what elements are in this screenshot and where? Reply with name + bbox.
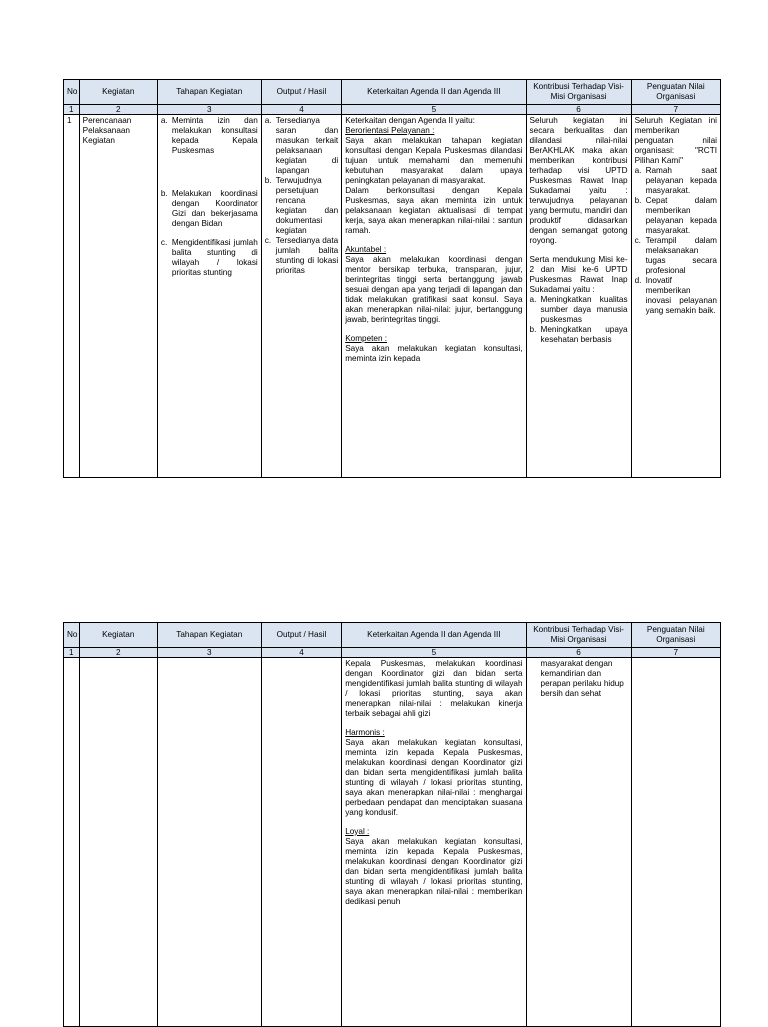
header-no: No: [64, 623, 80, 648]
harmonis-title: Harmonis :: [345, 728, 385, 737]
list-item: a. Ramah saat pelayanan kepada masyarakat.: [634, 166, 717, 195]
loyal-text: Saya akan melakukan kegiatan konsultasi, meminta izin kepada Kepala Puskesmas, melakukan koordinasi dengan Koordinator gizi dan bidan serta mengidentifikasi jumlah balita stunting di wilayah / lokasi prioritas stunting, saya akan menerapkan nilai-nilai : memberikan dedikasi penuh: [345, 837, 523, 906]
cell-no: 1: [64, 115, 80, 478]
cell-kegiatan: Perencanaan Pelaksanaan Kegiatan: [79, 115, 157, 478]
col-number-6: 6: [526, 648, 631, 658]
list-item: c. Mengidentifikasi jumlah balita stunting di wilayah / lokasi prioritas stunting: [160, 238, 258, 277]
loyal-title: Loyal :: [345, 827, 370, 836]
keterkaitan-continued: Kepala Puskesmas, melakukan koordinasi dengan Koordinator gizi dan bidan serta mengidentifikasi jumlah balita stunting di wilayah / lokasi prioritas stunting, saya akan menerapkan nilai-nilai : melakukan kinerja terbaik sebagai ahli gizi: [345, 659, 523, 718]
list-item: b. Cepat dalam memberikan pelayanan kepada masyarakat.: [634, 196, 717, 235]
berorientasi-text-1: Saya akan melakukan tahapan kegiatan konsultasi dengan Kepala Puskesmas dilandasi tujuan untuk memahami dan memenuhi kebutuhan masyarakat dalam upaya peningkatan pelayanan di masyarakat.: [345, 136, 523, 185]
header-output: Output / Hasil: [261, 80, 341, 105]
kontribusi-continued: masyarakat dengan kemandirian dan perapan perilaku hidup bersih dan sehat: [540, 659, 624, 698]
header-kegiatan: Kegiatan: [79, 80, 157, 105]
list-item: a. Tersedianya saran dan masukan terkait pelaksanaan kegiatan di lapangan: [264, 116, 339, 175]
col-number-3: 3: [157, 648, 261, 658]
cell-kontribusi: [526, 115, 631, 478]
col-number-5: 5: [342, 105, 526, 115]
cell-no: [64, 658, 80, 1027]
list-item: a. Meminta izin dan melakukan konsultasi kepada Kepala Puskesmas: [160, 116, 258, 155]
berorientasi-title: Berorientasi Pelayanan :: [345, 126, 435, 135]
col-number-2: 2: [79, 648, 157, 658]
col-number-6: 6: [526, 105, 631, 115]
header-kegiatan: Kegiatan: [79, 623, 157, 648]
kompeten-title: Kompeten :: [345, 334, 388, 343]
header-keterkaitan: Keterkaitan Agenda II dan Agenda III: [342, 80, 526, 105]
cell-output: [261, 115, 341, 478]
activity-table-page-2: [63, 622, 721, 1027]
col-number-3: 3: [157, 105, 261, 115]
header-penguatan: Penguatan Nilai Organisasi: [631, 623, 720, 648]
header-keterkaitan: Keterkaitan Agenda II dan Agenda III: [342, 623, 526, 648]
akuntabel-text: Saya akan melakukan koordinasi dengan mentor bersikap terbuka, transparan, jujur, berintegritas tinggi serta bertanggung jawab sesuai dengan apa yang terjadi di lapangan dan tidak melakukan gratifikasi saat konsul. Saya akan menerapkan nilai-nilai: jujur, bertanggung jawab, berintegritas tinggi.: [345, 255, 523, 324]
col-number-4: 4: [261, 648, 341, 658]
keterkaitan-intro: Keterkaitan dengan Agenda II yaitu:: [345, 116, 475, 125]
header-tahapan: Tahapan Kegiatan: [157, 80, 261, 105]
cell-keterkaitan: [342, 115, 526, 478]
kontribusi-text-2: Serta mendukung Misi ke-2 dan Misi ke-6 UPTD Puskesmas Rawat Inap Sukadamai yaitu :: [529, 255, 628, 294]
cell-tahapan: [157, 115, 261, 478]
list-item: b. Meningkatkan upaya kesehatan berbasis: [529, 325, 628, 344]
table-row: [64, 658, 721, 1027]
list-item: c. Tersedianya data jumlah balita stunting di lokasi prioritas: [264, 236, 339, 275]
activity-table-page-1: [63, 79, 721, 478]
header-penguatan: Penguatan Nilai Organisasi: [631, 80, 720, 105]
header-no: No: [64, 80, 80, 105]
kompeten-text: Saya akan melakukan kegiatan konsultasi, meminta izin kepada: [345, 344, 523, 363]
cell-kegiatan: [79, 658, 157, 1027]
header-kontribusi: Kontribusi Terhadap Visi-Misi Organisasi: [526, 80, 631, 105]
list-item: a. Meningkatkan kualitas sumber daya manusia puskesmas: [529, 295, 628, 324]
col-number-1: 1: [64, 648, 80, 658]
cell-penguatan: [631, 115, 720, 478]
col-number-1: 1: [64, 105, 80, 115]
table-row: [64, 115, 721, 478]
col-number-7: 7: [631, 105, 720, 115]
col-number-4: 4: [261, 105, 341, 115]
list-item: b. Melakukan koordinasi dengan Koordinator Gizi dan bekerjasama dengan Bidan: [160, 189, 258, 228]
header-kontribusi: Kontribusi Terhadap Visi-Misi Organisasi: [526, 623, 631, 648]
cell-kontribusi: [526, 658, 631, 1027]
list-item: b. Terwujudnya persetujuan rencana kegiatan dan dokumentasi kegiatan: [264, 176, 339, 235]
cell-keterkaitan: [342, 658, 526, 1027]
harmonis-text: Saya akan melakukan kegiatan konsultasi, meminta izin kepada Kepala Puskesmas, melakukan koordinasi dengan Koordinator gizi dan bidan serta mengidentifikasi jumlah balita stunting di wilayah / lokasi prioritas stunting, saya akan menerapkan nilai-nilai : menghargai perbedaan pendapat dan menciptakan suasana yang kondusif.: [345, 738, 523, 817]
cell-penguatan: [631, 658, 720, 1027]
berorientasi-text-2: Dalam berkonsultasi dengan Kepala Puskesmas, saya akan meminta izin untuk pelaksanaan kegiatan aktualisasi di tempat kerja, saya akan menerapkan nilai-nilai : santun ramah.: [345, 186, 523, 235]
cell-output: [261, 658, 341, 1027]
akuntabel-title: Akuntabel :: [345, 245, 387, 254]
cell-tahapan: [157, 658, 261, 1027]
penguatan-intro: Seluruh Kegiatan ini memberikan penguatan nilai organisasi: "RCTI Pilihan Kami": [634, 116, 717, 165]
kontribusi-text-1: Seluruh kegiatan ini secara berkualitas dan dilandasi nilai-nilai BerAKHLAK maka akan memberikan kontribusi terhadap visi UPTD Puskesmas Rawat Inap Sukadamai yaitu : terwujudnya pelayanan yang bermutu, mandiri dan produktif didasarkan dengan semangat gotong royong.: [529, 116, 628, 245]
list-item: d. Inovatif memberikan inovasi pelayanan yang semakin baik.: [634, 276, 717, 315]
header-tahapan: Tahapan Kegiatan: [157, 623, 261, 648]
list-item: c. Terampil dalam melaksanakan tugas secara profesional: [634, 236, 717, 275]
col-number-7: 7: [631, 648, 720, 658]
col-number-5: 5: [342, 648, 526, 658]
col-number-2: 2: [79, 105, 157, 115]
header-output: Output / Hasil: [261, 623, 341, 648]
